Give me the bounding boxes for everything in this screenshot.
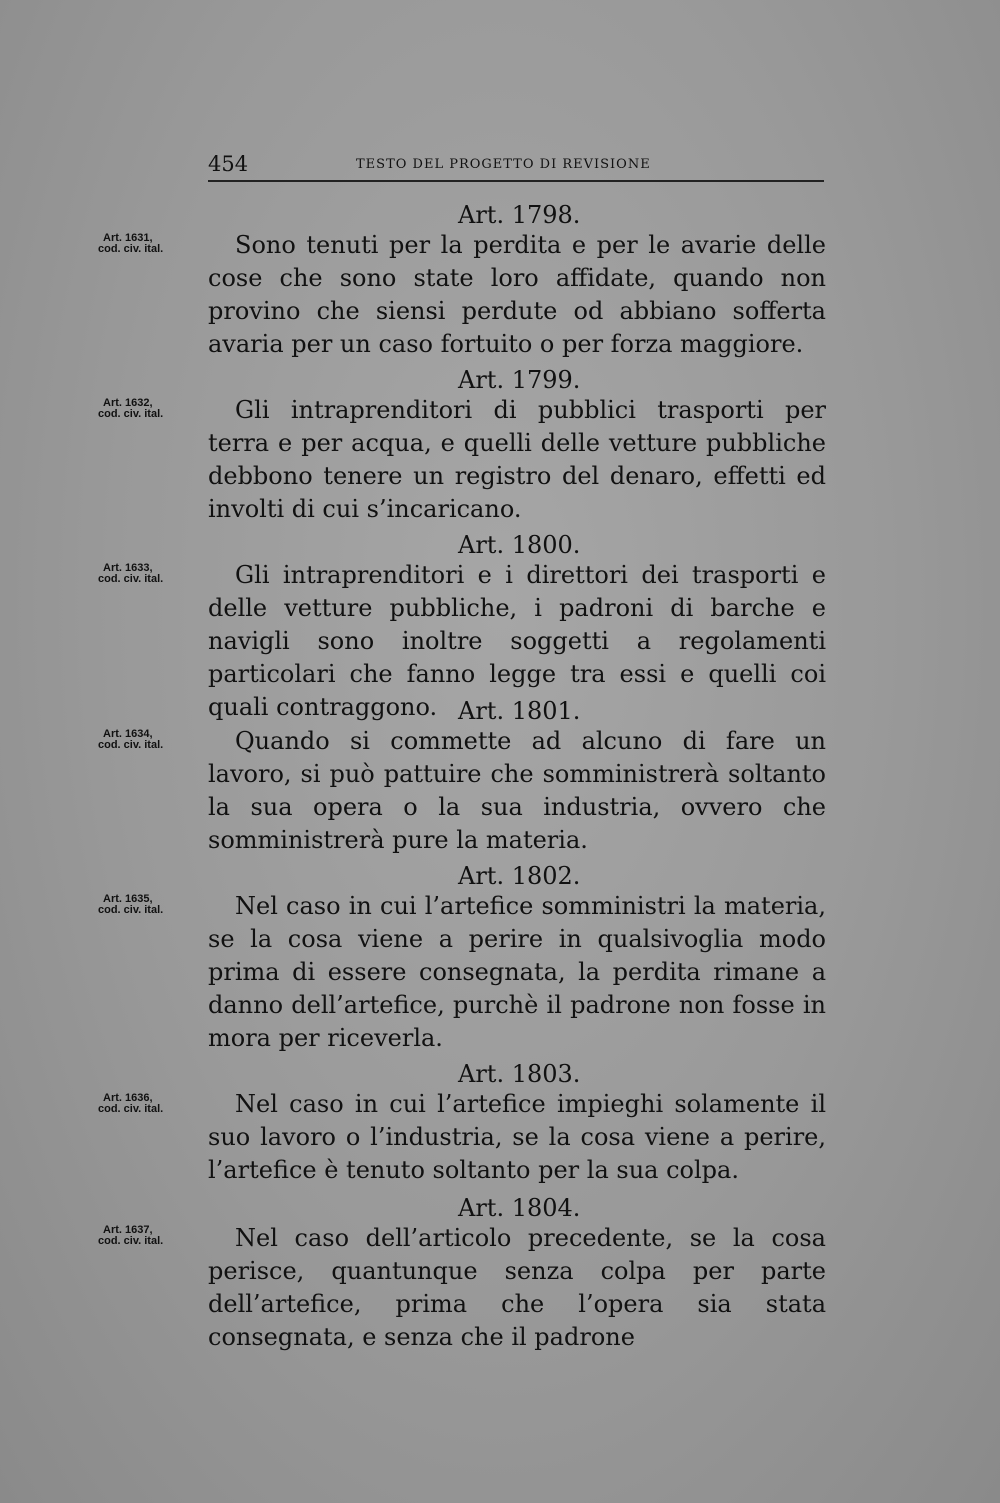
marginal-ref-article: Art. 1633, [103,562,153,574]
marginal-ref-code: cod. civ. ital. [98,1235,164,1247]
article-text: Gli intraprenditori di pubblici trasporti per terra e per acqua, e quelli delle vetture pubbliche debbono tenere un registro del denaro, effetti ed involti di cui s’incaricano. [208,396,826,523]
marginal-reference [98,398,190,420]
article-title: Art. 1800. [458,531,581,559]
article-title: Art. 1803. [458,1060,581,1088]
article-title: Art. 1802. [458,862,581,890]
article-text: Sono tenuti per la perdita e per le avarie delle cose che sono state loro affidate, quando non provino che siensi perdute od abbiano sofferta avaria per un caso fortuito o per forza maggiore. [208,231,826,358]
article-text: Gli intraprenditori e i direttori dei trasporti e delle vetture pubbliche, i padroni di barche e navigli sono inoltre soggetti a regolamenti particolari che fanno legge tra essi e quelli coi quali contraggono. [208,561,826,721]
marginal-reference [98,563,190,585]
marginal-reference [98,1225,190,1247]
marginal-ref-code: cod. civ. ital. [98,408,164,420]
marginal-reference [98,233,190,255]
page-header [208,150,824,182]
marginal-ref-article: Art. 1632, [103,397,153,409]
running-title: TESTO DEL PROGETTO DI REVISIONE [356,157,651,172]
marginal-ref-code: cod. civ. ital. [98,904,164,916]
marginal-reference [98,894,190,916]
article-text: Quando si commette ad alcuno di fare un lavoro, si può pattuire che somministrerà soltanto la sua opera o la sua industria, ovvero che somministrerà pure la materia. [208,727,826,854]
article-title: Art. 1798. [458,201,581,229]
marginal-reference [98,1093,190,1115]
marginal-reference [98,729,190,751]
marginal-ref-code: cod. civ. ital. [98,739,164,751]
article-title: Art. 1799. [458,366,581,394]
marginal-ref-article: Art. 1636, [103,1092,153,1104]
page-number: 454 [208,152,249,176]
article-text: Nel caso dell’articolo precedente, se la cosa perisce, quantunque senza colpa per parte dell’artefice, prima che l’opera sia stata consegnata, e senza che il padrone [208,1224,826,1351]
article-text: Nel caso in cui l’artefice somministri la materia, se la cosa viene a perire in qualsivoglia modo prima di essere consegnata, la perdita rimane a danno dell’artefice, purchè il padrone non fosse in mora per riceverla. [208,892,826,1052]
marginal-ref-article: Art. 1631, [103,232,153,244]
marginal-ref-article: Art. 1635, [103,893,153,905]
marginal-ref-article: Art. 1634, [103,728,153,740]
article-title: Art. 1801. [458,697,581,725]
marginal-ref-code: cod. civ. ital. [98,243,164,255]
marginal-ref-article: Art. 1637, [103,1224,153,1236]
marginal-ref-code: cod. civ. ital. [98,573,164,585]
marginal-ref-code: cod. civ. ital. [98,1103,164,1115]
article-title: Art. 1804. [458,1194,581,1222]
article-text: Nel caso in cui l’artefice impieghi solamente il suo lavoro o l’industria, se la cosa viene a perire, l’artefice è tenuto soltanto per la sua colpa. [208,1090,826,1184]
